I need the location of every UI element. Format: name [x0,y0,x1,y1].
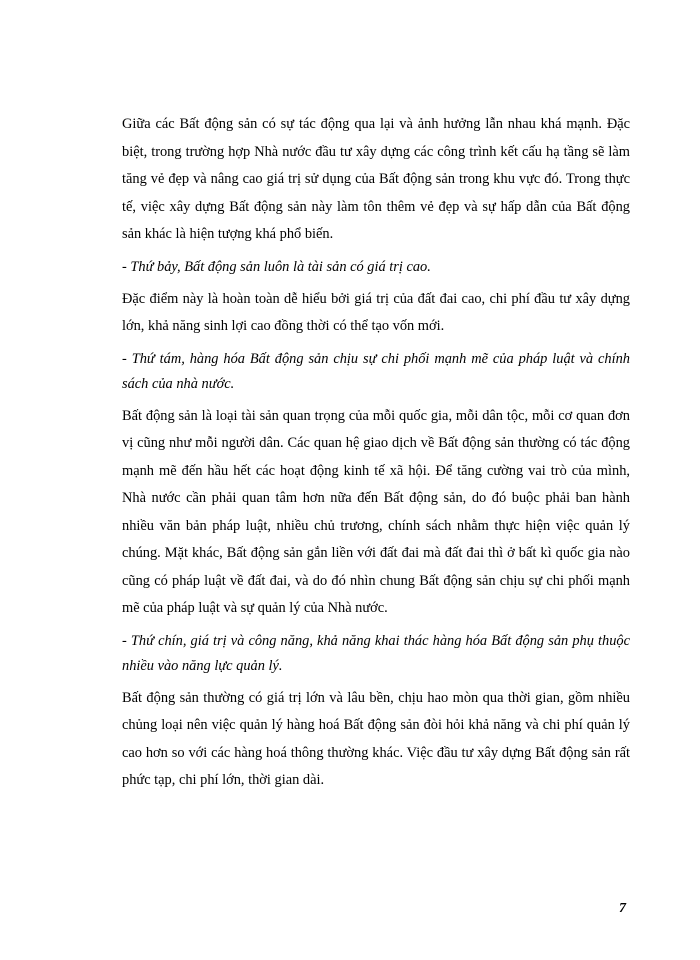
heading-eighth-feature: - Thứ tám, hàng hóa Bất động sản chịu sự chi phối mạnh mẽ của pháp luật và chính sách của nhà nước. [122,350,630,392]
paragraph-mutual-impact: Giữa các Bất động sản có sự tác động qua lại và ảnh hưởng lẫn nhau khá mạnh. Đặc biệt, trong trường hợp Nhà nước đầu tư xây dựng các công trình kết cấu hạ tầng sẽ làm tăng vẻ đẹp và nâng cao giá trị sử dụng của Bất động sản trong khu vực đó. Trong thực tế, việc xây dựng Bất động sản này làm tôn thêm vẻ đẹp và sự hấp dẫn của Bất động sản khác là hiện tượng khá phổ biến. [122,116,630,242]
paragraph-high-value: Đặc điểm này là hoàn toàn dễ hiểu bởi giá trị của đất đai cao, chi phí đầu tư xây dựng lớn, khả năng sinh lợi cao đồng thời có thể tạo vốn mới. [122,290,630,334]
paragraph-management: Bất động sản thường có giá trị lớn và lâu bền, chịu hao mòn qua thời gian, gồm nhiều chủng loại nên việc quản lý hàng hoá Bất động sản đòi hỏi khả năng và chi phí quản lý cao hơn so với các hàng hoá thông thường khác. Việc đầu tư xây dựng Bất động sản rất phức tạp, chi phí lớn, thời gian dài. [122,689,630,788]
heading-ninth-feature: - Thứ chín, giá trị và công năng, khả năng khai thác hàng hóa Bất động sản phụ thuộc nhiều vào năng lực quản lý. [122,632,630,674]
heading-seventh-feature: - Thứ bảy, Bất động sản luôn là tài sản có giá trị cao. [122,258,431,275]
paragraph-legal-control: Bất động sản là loại tài sản quan trọng của mỗi quốc gia, mỗi dân tộc, mỗi cơ quan đơn vị cũng như mỗi người dân. Các quan hệ giao dịch về Bất động sản thường có tác động mạnh mẽ đến hầu hết các hoạt động kinh tế xã hội. Để tăng cường vai trò của mình, Nhà nước cần phải quan tâm hơn nữa đến Bất động sản, do đó buộc phải ban hành nhiều văn bản pháp luật, nhiều chủ trương, chính sách nhằm thực hiện việc quản lý chúng. Mặt khác, Bất động sản gắn liền với đất đai mà đất đai thì ở bất kì quốc gia nào cũng có pháp luật về đất đai, và do đó nhìn chung Bất động sản chịu sự chi phối mạnh mẽ của pháp luật và sự quản lý của Nhà nước. [122,407,630,616]
page-number: 7 [619,901,626,916]
page-content [122,111,630,801]
